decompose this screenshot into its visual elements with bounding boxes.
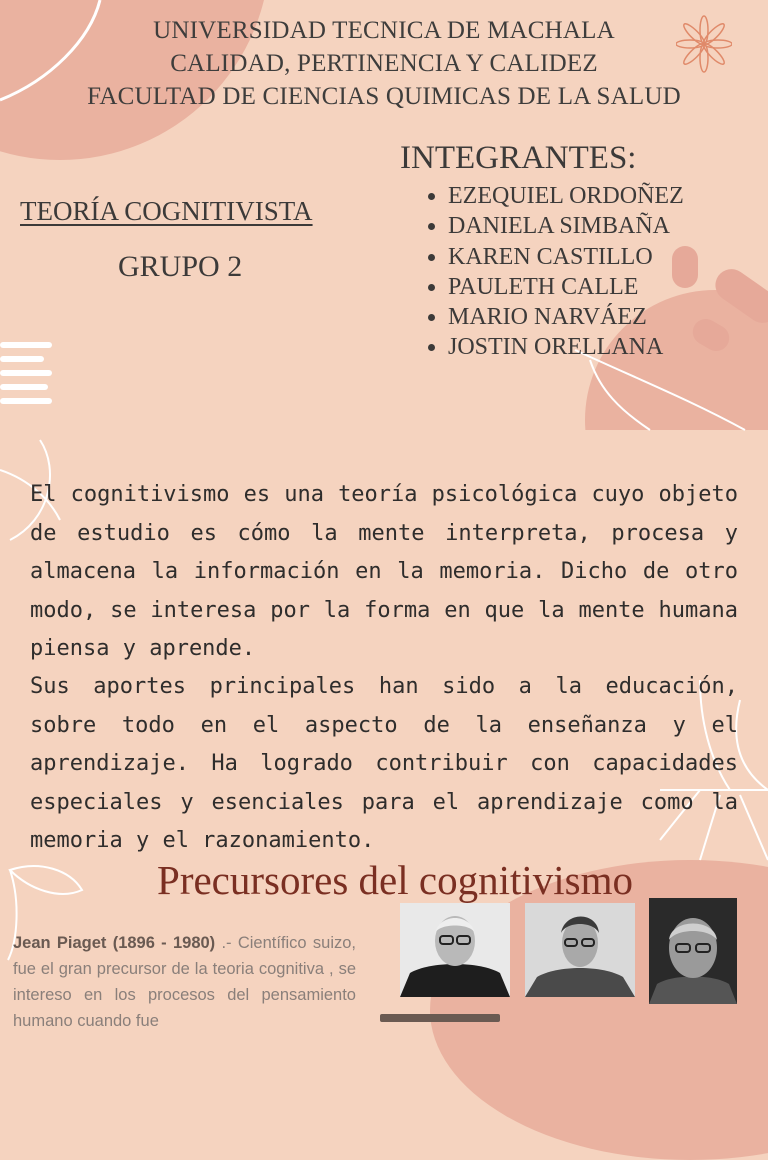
header-line-faculty: FACULTAD DE CIENCIAS QUIMICAS DE LA SALUD [87, 83, 681, 110]
group-label: GRUPO 2 [118, 250, 243, 283]
university-header [0, 14, 768, 113]
portrait-photo-piaget [400, 903, 510, 997]
member-item: EZEQUIEL ORDOÑEZ [428, 181, 684, 211]
intro-paragraph: El cognitivismo es una teoría psicológica cuyo objeto de estudio es cómo la mente interpreta, procesa y almacena la información en la memoria. Dicho de otro modo, se interesa por la forma en que la mente humana piensa y aprende. [30, 482, 738, 661]
header-line-university: UNIVERSIDAD TECNICA DE MACHALA [153, 17, 615, 44]
precursors-title: Precursores del cognitivismo [157, 857, 633, 903]
members-list [428, 181, 684, 363]
portrait-photo-3 [649, 898, 737, 1004]
member-item: JOSTIN ORELLANA [428, 332, 684, 362]
member-item: PAULETH CALLE [428, 272, 684, 302]
piaget-description [13, 930, 356, 1034]
portrait-photo-2 [525, 903, 635, 997]
piaget-name: Jean Piaget (1896 - 1980) [13, 934, 216, 952]
cropped-text-fragment [380, 1014, 760, 1024]
header-line-motto: CALIDAD, PERTINENCIA Y CALIDEZ [170, 50, 598, 77]
topic-title: TEORÍA COGNITIVISTA [20, 196, 313, 226]
members-heading: INTEGRANTES: [400, 140, 637, 176]
member-item: KAREN CASTILLO [428, 242, 684, 272]
contributions-paragraph: Sus aportes principales han sido a la educación, sobre todo en el aspecto de la enseñanza y el aprendizaje. Ha logrado contribuir con capacidades especiales y esenciales para el aprendizaje como la memoria y el razonamiento. [30, 674, 738, 853]
piaget-text: .- Científico suizo, fue el gran precursor de la teoria cognitiva , se intereso en los procesos del pensamiento humano cuando fue [13, 934, 357, 1030]
member-item: DANIELA SIMBAÑA [428, 211, 684, 241]
member-item: MARIO NARVÁEZ [428, 302, 684, 332]
decorative-stripes [0, 342, 60, 422]
